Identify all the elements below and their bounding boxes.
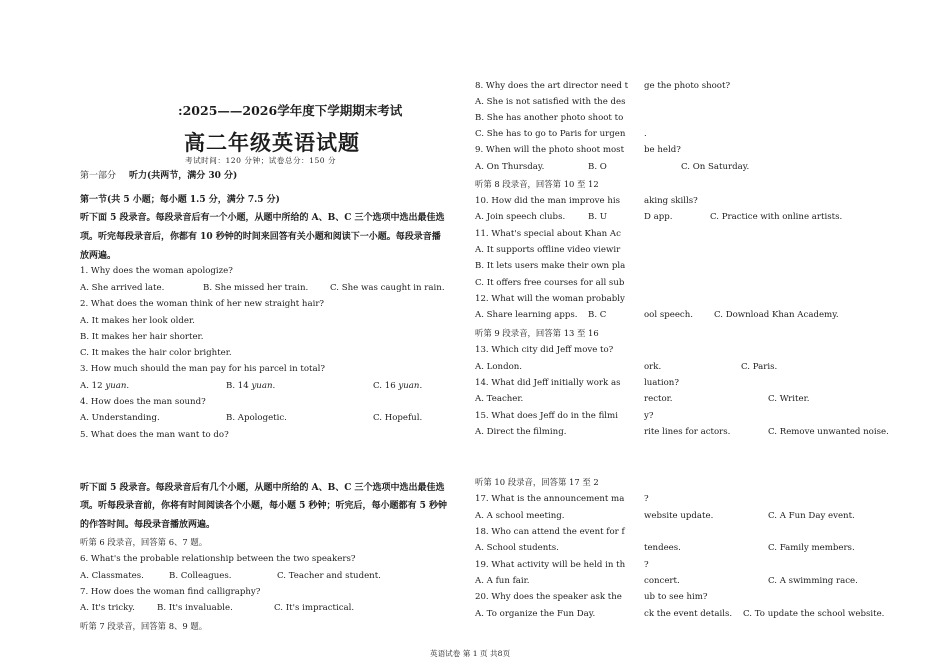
q8-option-a: A. She is not satisfied with the des (475, 97, 626, 107)
q8-option-b: B. She has another photo shoot to (475, 113, 624, 123)
q3-option-c: C. 16 yuan. (373, 381, 423, 391)
question-6: 6. What's the probable relationship between the two speakers? (80, 554, 356, 564)
q6-option-b: B. Colleagues. (169, 571, 232, 581)
exam-info: 考试时间：120 分钟；试卷总分：150 分 (185, 156, 337, 165)
q2-option-c: C. It makes the hair color brighter. (80, 348, 232, 358)
question-8-tail: ge the photo shoot? (644, 81, 731, 91)
q2-option-a: A. It makes her look older. (80, 316, 195, 326)
q11-option-c: C. It offers free courses for all sub (475, 278, 625, 288)
q19-option-c: C. A swimming race. (768, 576, 858, 586)
q10-option-a: A. Join speech clubs. (475, 212, 566, 222)
q15-option-a: A. Direct the filming. (475, 427, 567, 437)
q18-option-b-tail: tendees. (644, 543, 681, 553)
q19-option-b-tail: concert. (644, 576, 680, 586)
q9-option-a: A. On Thursday. (475, 162, 545, 172)
q11-option-a: A. It supports offline video viewir (475, 245, 621, 255)
question-11: 11. What's special about Khan Ac (475, 229, 621, 239)
question-7: 7. How does the woman find calligraphy? (80, 587, 261, 597)
question-19: 19. What activity will be held in th (475, 560, 626, 570)
q4-option-b: B. Apologetic. (226, 413, 287, 423)
q20-option-b-tail: ck the event details. (644, 609, 733, 619)
question-13: 13. Which city did Jeff move to? (475, 345, 614, 355)
q13-option-b-tail: ork. (644, 362, 662, 372)
section1-instruction-line3: 放两遍。 (80, 251, 117, 261)
question-17-tail: ? (644, 494, 649, 504)
q10-option-c: C. Practice with online artists. (710, 212, 843, 222)
question-20: 20. Why does the speaker ask the (475, 592, 622, 602)
q1-option-a: A. She arrived late. (80, 283, 165, 293)
question-12: 12. What will the woman probably (475, 294, 625, 304)
page-title: 高二年级英语试题 (184, 130, 360, 155)
question-17: 17. What is the announcement ma (475, 494, 625, 504)
q9-option-c: C. On Saturday. (681, 162, 750, 172)
q4-option-c: C. Hopeful. (373, 413, 423, 423)
section2-instruction-line2: 项。听每段录音前，你将有时间阅读各个小题，每小题 5 秒钟；听完后，每小题都有 5 秒钟 (80, 501, 448, 511)
q11-option-b: B. It lets users make their own pla (475, 261, 626, 271)
q17-option-a: A. A school meeting. (475, 511, 565, 521)
q13-option-a: A. London. (475, 362, 523, 372)
q13-option-c: C. Paris. (741, 362, 778, 372)
question-10-tail: aking skills? (644, 196, 698, 206)
q17-option-b-tail: website update. (644, 511, 714, 521)
q6-option-a: A. Classmates. (80, 571, 144, 581)
question-2: 2. What does the woman think of her new straight hair? (80, 299, 325, 309)
q7-option-b: B. It's invaluable. (157, 603, 233, 613)
q12-option-a: A. Share learning apps. (475, 310, 578, 320)
q14-option-a: A. Teacher. (475, 394, 524, 404)
q15-option-c: C. Remove unwanted noise. (768, 427, 889, 437)
recording-6-note: 听第 6 段录音，回答第 6、7 题。 (80, 537, 208, 547)
question-5: 5. What does the man want to do? (80, 430, 229, 440)
question-20-tail: ub to see him? (644, 592, 708, 602)
q17-option-c: C. A Fun Day event. (768, 511, 855, 521)
question-3: 3. How much should the man pay for his parcel in total? (80, 364, 325, 374)
question-14: 14. What did Jeff initially work as (475, 378, 621, 388)
q20-option-a: A. To organize the Fun Day. (475, 609, 596, 619)
q10-option-b: B. U (588, 212, 608, 222)
section1-instruction-line1: 听下面 5 段录音。每段录音后有一个小题，从题中所给的 A、B、C 三个选项中选出最佳选 (80, 213, 445, 223)
q14-option-b-tail: rector. (644, 394, 673, 404)
recording-9-note: 听第 9 段录音，回答第 13 至 16 (475, 328, 599, 338)
question-18: 18. Who can attend the event for f (475, 527, 625, 537)
question-15-tail: y? (644, 411, 654, 421)
q10-option-b-tail: D app. (644, 212, 673, 222)
q12-option-c: C. Download Khan Academy. (714, 310, 839, 320)
q1-option-c: C. She was caught in rain. (330, 283, 445, 293)
q8-option-c: C. She has to go to Paris for urgen (475, 129, 626, 139)
part-title: 听力(共两节，满分 30 分) (129, 171, 238, 181)
q7-option-c: C. It's impractical. (274, 603, 355, 613)
q18-option-a: A. School students. (475, 543, 559, 553)
page-crop-gap (78, 441, 473, 465)
q3-option-b: B. 14 yuan. (226, 381, 276, 391)
q20-option-c: C. To update the school website. (743, 609, 885, 619)
section2-instruction-line1: 听下面 5 段录音。每段录音后有几个小题，从题中所给的 A、B、C 三个选项中选出最佳选 (80, 483, 445, 493)
page-crop-gap-right (473, 440, 893, 464)
question-10: 10. How did the man improve his (475, 196, 621, 206)
question-8: 8. Why does the art director need t (475, 81, 629, 91)
question-15: 15. What does Jeff do in the filmi (475, 411, 618, 421)
question-19-tail: ? (644, 560, 649, 570)
part-label: 第一部分 (80, 171, 117, 181)
question-4: 4. How does the man sound? (80, 397, 206, 407)
q15-option-b-tail: rite lines for actors. (644, 427, 731, 437)
recording-7-note: 听第 7 段录音，回答第 8、9 题。 (80, 621, 208, 631)
section1-instruction-line2: 项。听完每段录音后，你都有 10 秒钟的时间来回答有关小题和阅读下一小题。每段录音播 (80, 232, 441, 242)
q8-option-c-tail: . (644, 129, 647, 139)
page-footer: 英语试卷 第 1 页 共8页 (430, 649, 511, 658)
q4-option-a: A. Understanding. (80, 413, 160, 423)
recording-10-note: 听第 10 段录音，回答第 17 至 2 (475, 477, 599, 487)
question-1: 1. Why does the woman apologize? (80, 266, 233, 276)
q19-option-a: A. A fun fair. (475, 576, 530, 586)
q9-option-b: B. O (588, 162, 607, 172)
q3-option-a: A. 12 yuan. (80, 381, 130, 391)
recording-8-note: 听第 8 段录音，回答第 10 至 12 (475, 179, 599, 189)
q18-option-c: C. Family members. (768, 543, 855, 553)
q2-option-b: B. It makes her hair shorter. (80, 332, 204, 342)
question-9: 9. When will the photo shoot most (475, 145, 625, 155)
q6-option-c: C. Teacher and student. (277, 571, 381, 581)
q7-option-a: A. It's tricky. (80, 603, 135, 613)
section1-title: 第一节(共 5 小题；每小题 1.5 分，满分 7.5 分) (80, 195, 280, 205)
q12-option-b: B. C (588, 310, 607, 320)
question-14-tail: luation? (644, 378, 679, 388)
q12-option-b-tail: ool speech. (644, 310, 693, 320)
question-9-tail: be held? (644, 145, 681, 155)
section2-instruction-line3: 的作答时间。每段录音播放两遍。 (80, 520, 216, 530)
q1-option-b: B. She missed her train. (203, 283, 309, 293)
exam-name: :2025——2026学年度下学期期末考试 (178, 103, 403, 118)
q14-option-c: C. Writer. (768, 394, 810, 404)
